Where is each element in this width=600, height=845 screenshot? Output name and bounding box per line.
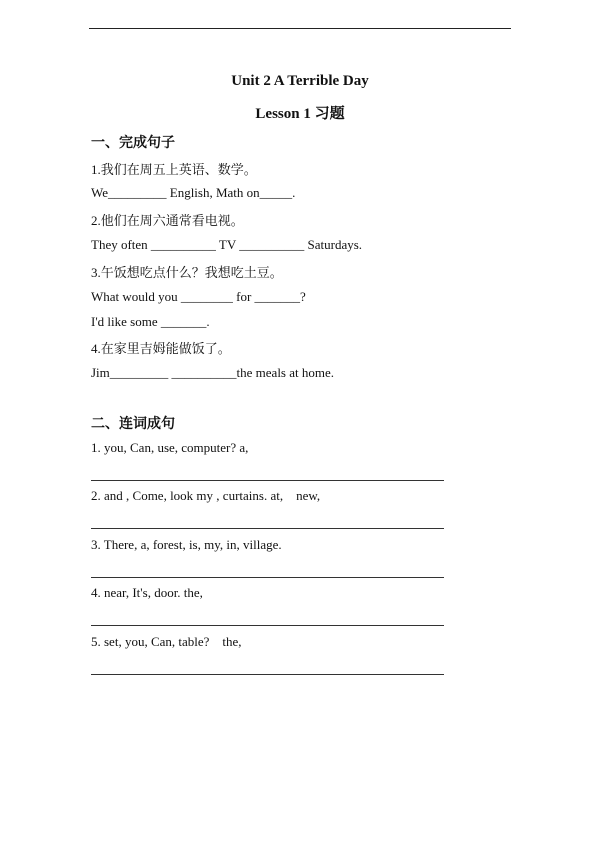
question-4-english: Jim_________ __________the meals at home. [91, 365, 335, 380]
answer-line-1 [91, 480, 444, 481]
question-2-english: They often __________ TV __________ Saturdays. [91, 237, 363, 252]
section-1-heading: 一、完成句子 [91, 136, 175, 151]
section-2-heading: 二、连词成句 [91, 417, 175, 432]
reorder-item-5: 5. set, you, Can, table? the, [91, 634, 242, 649]
reorder-item-3: 3. There, a, forest, is, my, in, village. [91, 537, 282, 552]
answer-line-4 [91, 625, 444, 626]
question-1-chinese: 1.我们在周五上英语、数学。 [91, 162, 257, 177]
question-3-english-a: What would you ________ for _______? [91, 289, 306, 304]
question-3-english-b: I'd like some _______. [91, 314, 210, 329]
reorder-item-2: 2. and , Come, look my , curtains. at, new, [91, 488, 321, 503]
question-1-english: We_________ English, Math on_____. [91, 185, 296, 200]
reorder-item-1: 1. you, Can, use, computer? a, [91, 440, 249, 455]
reorder-item-4: 4. near, It's, door. the, [91, 585, 203, 600]
document-title: Unit 2 A Terrible Day [231, 73, 369, 89]
question-2-chinese: 2.他们在周六通常看电视。 [91, 213, 244, 228]
answer-line-2 [91, 528, 444, 529]
question-3-chinese: 3.午饭想吃点什么？我想吃土豆。 [91, 265, 283, 280]
question-4-chinese: 4.在家里吉姆能做饭了。 [91, 341, 231, 356]
answer-line-3 [91, 577, 444, 578]
answer-line-5 [91, 674, 444, 675]
document-subtitle: Lesson 1 习题 [255, 106, 345, 122]
header-rule [89, 28, 511, 29]
